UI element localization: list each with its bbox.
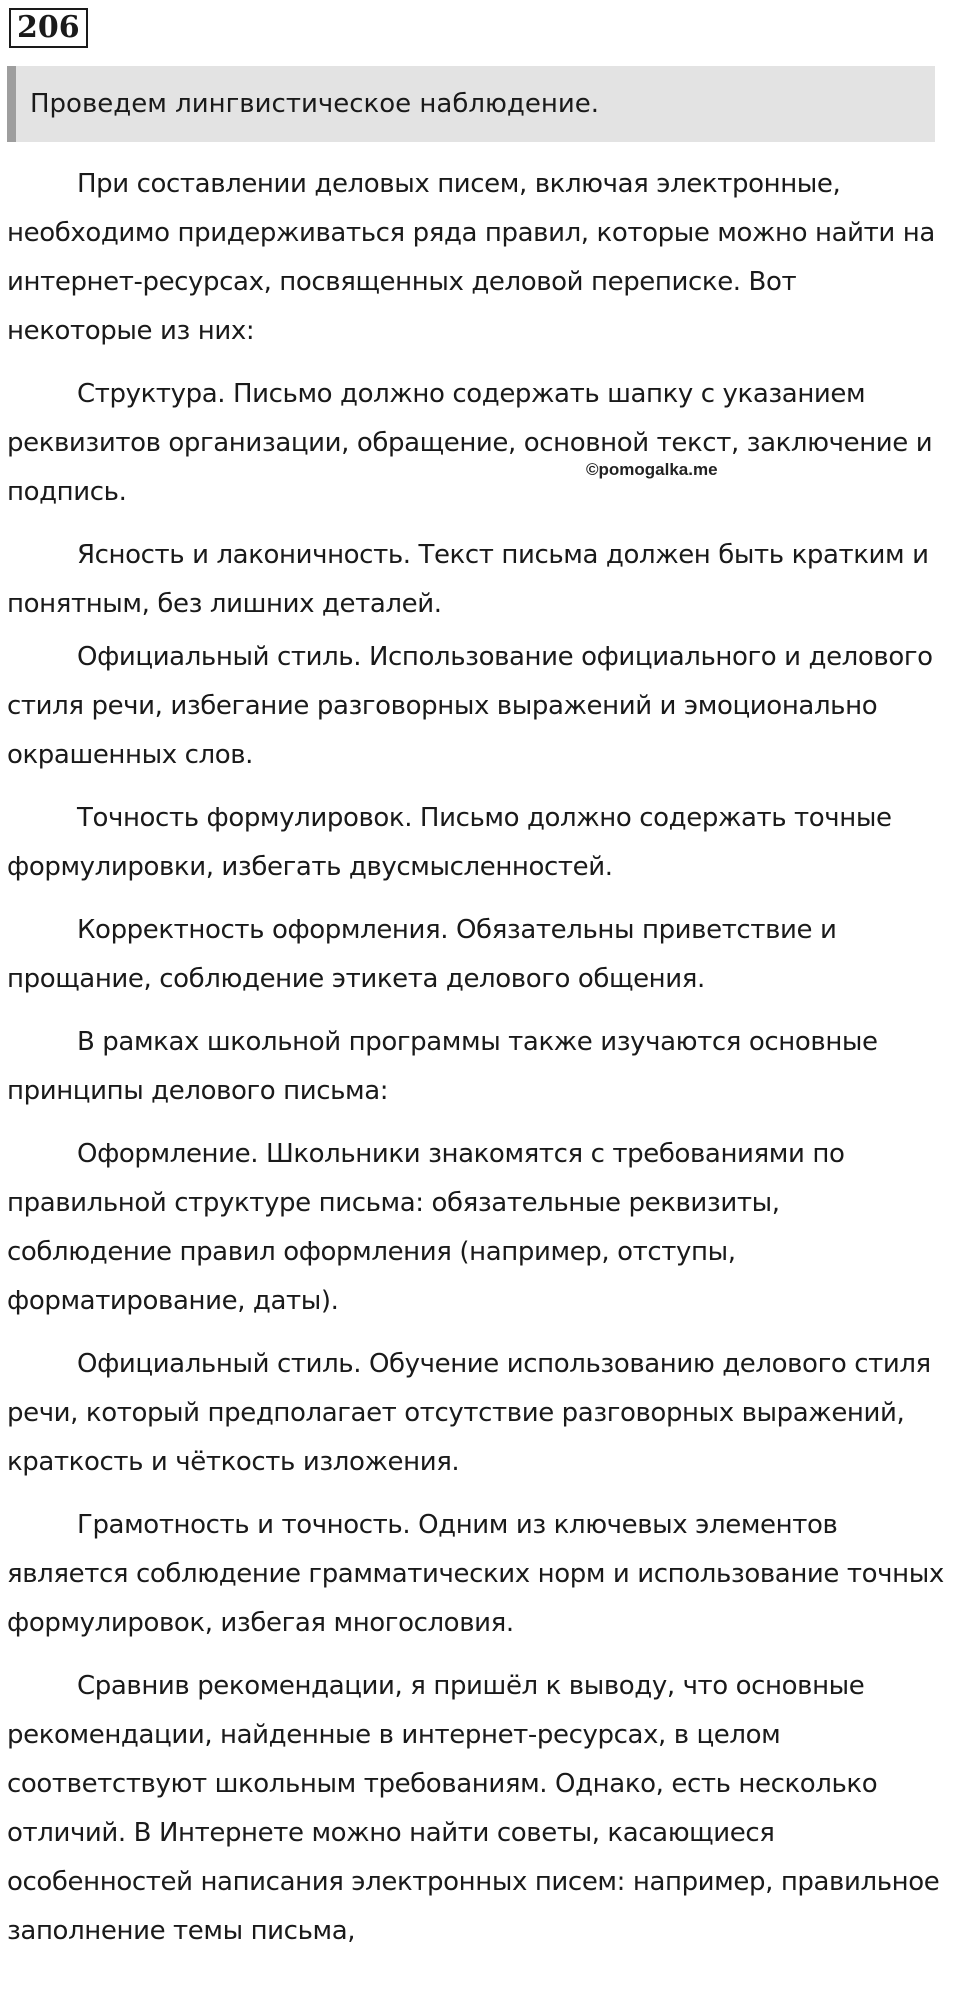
instruction-text: Проведем лингвистическое наблюдение.	[30, 89, 599, 119]
paragraph-clarity: Ясность и лаконичность. Текст письма должен быть кратким и понятным, без лишних деталей.	[7, 540, 929, 619]
paragraph-correctness: Корректность оформления. Обязательны приветствие и прощание, соблюдение этикета делового общения.	[7, 915, 837, 994]
paragraph-structure: Структура. Письмо должно содержать шапку с указанием реквизитов организации, обращение, основной текст, заключение и подпись.	[7, 379, 933, 507]
paragraph-school-style: Официальный стиль. Обучение использованию делового стиля речи, который предполагает отсутствие разговорных выражений, краткость и чёткость изложения.	[7, 1349, 931, 1477]
paragraph-school-intro: В рамках школьной программы также изучаются основные принципы делового письма:	[7, 1027, 878, 1106]
watermark: ©pomogalka.me	[586, 460, 718, 479]
instruction-banner	[7, 66, 935, 142]
paragraph-precision: Точность формулировок. Письмо должно содержать точные формулировки, избегать двусмысленностей.	[7, 803, 892, 882]
paragraph-official-style: Официальный стиль. Использование официального и делового стиля речи, избегание разговорных выражений и эмоционально окрашенных слов.	[7, 642, 933, 770]
paragraph-conclusion: Сравнив рекомендации, я пришёл к выводу, что основные рекомендации, найденные в интернет-ресурсах, в целом соответствуют школьным требованиям. Однако, есть несколько отличий. В Интернете можно найти советы, касающиеся особенностей написания электронных писем: например, правильное заполнение темы письма,	[7, 1671, 940, 1946]
paragraph-literacy: Грамотность и точность. Одним из ключевых элементов является соблюдение грамматических норм и использование точных формулировок, избегая многословия.	[7, 1510, 944, 1638]
task-number: 206	[9, 8, 88, 48]
paragraph-intro: При составлении деловых писем, включая электронные, необходимо придерживаться ряда правил, которые можно найти на интернет-ресурсах, посвященных деловой переписке. Вот некоторые из них:	[7, 169, 935, 346]
paragraph-formatting: Оформление. Школьники знакомятся с требованиями по правильной структуре письма: обязательные реквизиты, соблюдение правил оформления (например, отступы, форматирование, даты).	[7, 1139, 845, 1316]
answer-text	[7, 160, 947, 1970]
